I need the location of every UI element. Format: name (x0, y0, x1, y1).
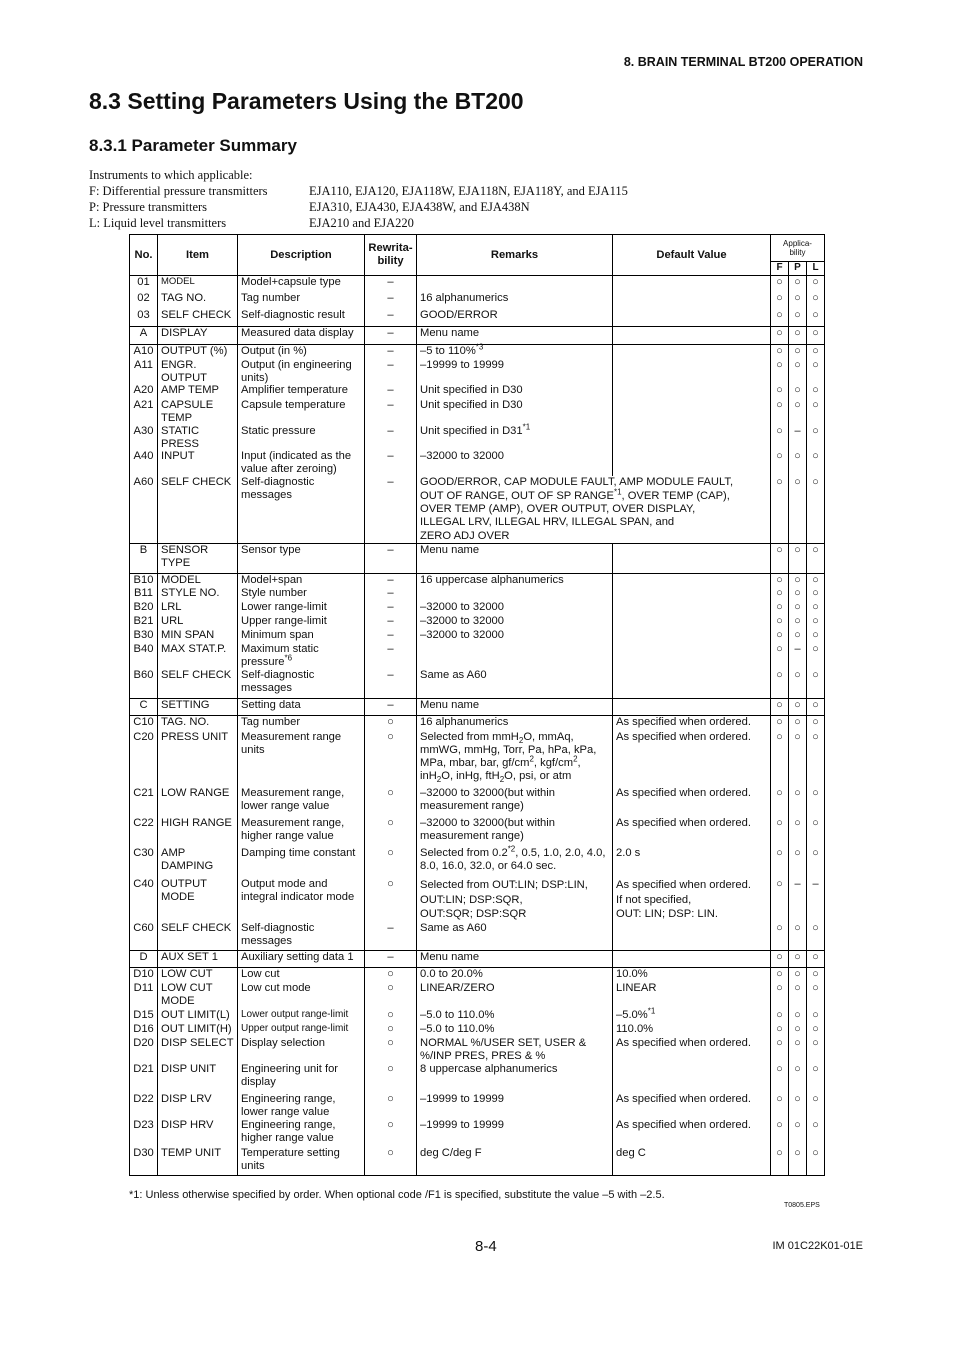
table-row: C SETTING Setting data – Menu name ○ ○ ○ (130, 698, 825, 715)
header-remarks: Remarks (417, 235, 613, 276)
table-row: D22 DISP LRV Engineering range, lower range value ○ –19999 to 19999 As specified when ordered. ○ ○ ○ (130, 1093, 825, 1119)
table-row: B40 MAX STAT.P. Maximum static pressure$^{*6}$ – ○ – ○ (130, 643, 825, 669)
table-row: D21 DISP UNIT Engineering unit for display ○ 8 uppercase alphanumerics ○ ○ ○ (130, 1063, 825, 1093)
table-row: C60 SELF CHECK Self-diagnostic messages – Same as A60 ○ ○ ○ (130, 922, 825, 950)
document-id: IM 01C22K01-01E (772, 1240, 863, 1252)
table-row: B10 MODEL Model+span – 16 uppercase alphanumerics ○ ○ ○ (130, 573, 825, 587)
page-number: 8-4 (475, 1238, 497, 1255)
table-row: D10 LOW CUT Low cut ○ 0.0 to 20.0% 10.0% ○ ○ ○ (130, 967, 825, 982)
table-row: C20 PRESS UNIT Measurement range units ○ Selected from mmH$_2$O, mmAq, mmWG, mmHg, Torr, Pa, hPa, kPa, MPa, mbar, bar, $gf/cm^2$, kgf/$cm^2$, inH$_2$O, inHg, ftH$_2$O, psi, or atm As specified when ordered. ○ ○ ○ (130, 731, 825, 787)
table-row: B30 MIN SPAN Minimum span – –32000 to 32000 ○ ○ ○ (130, 629, 825, 643)
table-row: D20 DISP SELECT Display selection ○ NORMAL %/USER SET, USER & %/INP PRES, PRES & % As specified when ordered. ○ ○ ○ (130, 1037, 825, 1063)
table-row: A20 AMP TEMP Amplifier temperature – Unit specified in D30 ○ ○ ○ (130, 384, 825, 399)
table-row: D30 TEMP UNIT Temperature setting units ○ deg C/deg F deg C ○ ○ ○ (130, 1147, 825, 1175)
table-row: A60 SELF CHECK Self-diagnostic messages – GOOD/ERROR, CAP MODULE FAULT, AMP MODULE FAULT, OUT OF RANGE, OUT OF SP RANGE$^{*1}$, OVER TEMP (CAP), OVER TEMP (AMP), OVER OUTPUT, OVER DISPLAY, ILLEGAL LRV, ILLEGAL HRV, ILLEGAL SPAN, and ZERO ADJ OVER ○ ○ ○ (130, 476, 825, 543)
subsection-title: 8.3.1 Parameter Summary (89, 136, 297, 155)
table-row: 02 TAG NO. Tag number – 16 alphanumerics ○ ○ ○ (130, 292, 825, 309)
header-p: P (789, 262, 807, 276)
figure-code: T0805.EPS (784, 1202, 820, 1209)
table-row: B60 SELF CHECK Self-diagnostic messages – Same as A60 ○ ○ ○ (130, 669, 825, 698)
header-description: Description (238, 235, 365, 276)
table-row: C22 HIGH RANGE Measurement range, higher range value ○ –32000 to 32000(but within measurement range) As specified when ordered. ○ ○ ○ (130, 817, 825, 847)
table-row: C10 TAG. NO. Tag number ○ 16 alphanumerics As specified when ordered. ○ ○ ○ (130, 715, 825, 731)
table-row: D16 OUT LIMIT(H) Upper output range-limit ○ –5.0 to 110.0% 110.0% ○ ○ ○ (130, 1023, 825, 1037)
table-row: C40 OUTPUT MODE Output mode and integral indicator mode ○ Selected from OUT:LIN; DSP:LIN, OUT:LIN; DSP:SQR, OUT:SQR; DSP:SQR As specified when ordered. If not specified, OUT: LIN; DSP: LIN. ○ – – (130, 878, 825, 922)
header-no: No. (130, 235, 158, 276)
table-row: D11 LOW CUT MODE Low cut mode ○ LINEAR/ZERO LINEAR ○ ○ ○ (130, 982, 825, 1009)
parameter-table (129, 234, 825, 1176)
intro-line: L: Liquid level transmitters EJA210 and EJA220 (89, 216, 414, 230)
table-footnote: *1: Unless otherwise specified by order. When optional code /F1 is specified, substitute the value –5 with –2.5. (129, 1189, 665, 1201)
table-row: D23 DISP HRV Engineering range, higher range value ○ –19999 to 19999 As specified when ordered. ○ ○ ○ (130, 1119, 825, 1147)
header-applicability: Applica- bility (771, 235, 825, 262)
table-row: A10 OUTPUT (%) Output (in %) – –5 to 110%$^{*3}$ ○ ○ ○ (130, 344, 825, 359)
table-row: 03 SELF CHECK Self-diagnostic result – GOOD/ERROR ○ ○ ○ (130, 309, 825, 326)
intro-line: P: Pressure transmitters EJA310, EJA430, EJA438W, and EJA438N (89, 200, 530, 214)
table-row: B11 STYLE NO. Style number – ○ ○ ○ (130, 587, 825, 601)
table-row: D15 OUT LIMIT(L) Lower output range-limit ○ –5.0 to 110.0% –5.0%$^{*1}$ ○ ○ ○ (130, 1009, 825, 1023)
intro-lead: Instruments to which applicable: (89, 168, 253, 182)
header-item: Item (158, 235, 238, 276)
table-row: A DISPLAY Measured data display – Menu name ○ ○ ○ (130, 326, 825, 344)
section-title: 8.3 Setting Parameters Using the BT200 (89, 88, 524, 114)
table-row: C21 LOW RANGE Measurement range, lower range value ○ –32000 to 32000(but within measurement range) As specified when ordered. ○ ○ ○ (130, 787, 825, 817)
chapter-header: 8. BRAIN TERMINAL BT200 OPERATION (623, 55, 863, 69)
table-row: 01 MODEL Model+capsule type – ○ ○ ○ (130, 275, 825, 292)
header-default-value: Default Value (613, 235, 771, 276)
table-row: C30 AMP DAMPING Damping time constant ○ Selected from 0.2$^{*2}$, 0.5, 1.0, 2.0, 4.0, 8.0, 16.0, 32.0, or 64.0 sec. 2.0 s ○ ○ ○ (130, 847, 825, 878)
table-row: B21 URL Upper range-limit – –32000 to 32000 ○ ○ ○ (130, 615, 825, 629)
intro-line: F: Differential pressure transmitters EJA110, EJA120, EJA118W, EJA118N, EJA118Y, and EJA115 (89, 184, 628, 198)
table-row: A30 STATIC PRESS Static pressure – Unit specified in D31$^{*1}$ ○ – ○ (130, 425, 825, 450)
table-row: B SENSOR TYPE Sensor type – Menu name ○ ○ ○ (130, 543, 825, 573)
table-row: A11 ENGR. OUTPUT Output (in engineering units) – –19999 to 19999 ○ ○ ○ (130, 359, 825, 384)
header-rewritability: Rewrita- bility (365, 235, 417, 276)
header-f: F (771, 262, 789, 276)
table-row: A40 INPUT Input (indicated as the value after zeroing) – –32000 to 32000 ○ ○ ○ (130, 450, 825, 476)
applicability-intro (89, 167, 628, 231)
header-l: L (807, 262, 825, 276)
table-row: B20 LRL Lower range-limit – –32000 to 32000 ○ ○ ○ (130, 601, 825, 615)
table-row: D AUX SET 1 Auxiliary setting data 1 – Menu name ○ ○ ○ (130, 950, 825, 967)
table-row: A21 CAPSULE TEMP Capsule temperature – Unit specified in D30 ○ ○ ○ (130, 399, 825, 425)
